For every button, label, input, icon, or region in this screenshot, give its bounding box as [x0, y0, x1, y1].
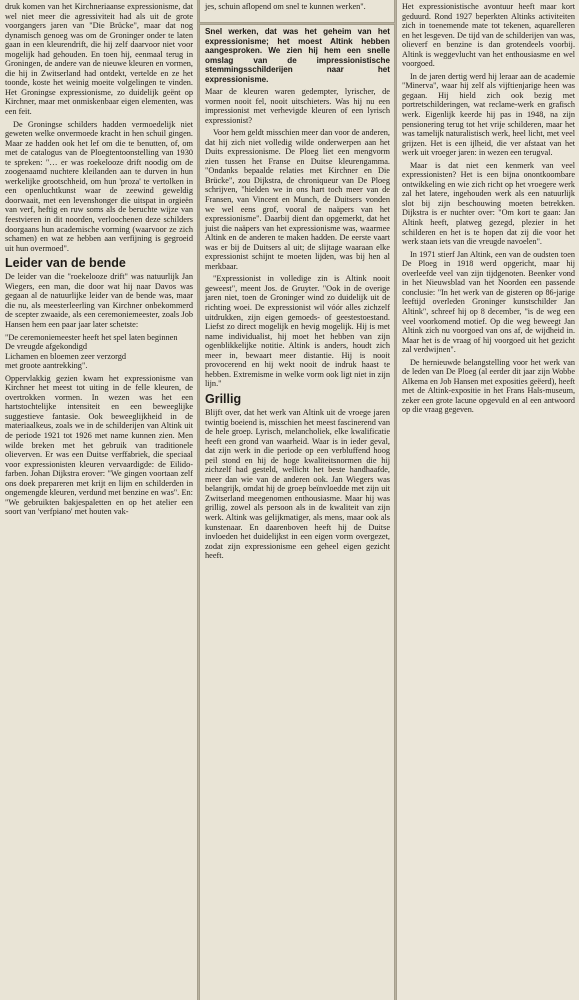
paragraph: druk komen van het Kirchneriaanse expressionisme, dat wel niet meer die agressiviteit had als uit de grote voorgangers jaren van "Die Brücke", maar dat nog dynamisch genoeg was om de Groninger onder te laten gaan in een kleurendrift, die hij zelf daarvoor niet voor mogelijk had gehouden. En toen hij, eenmaal terug in Groningen, de andere van de nieuwe kleuren en vormen, die hij in Zwitserland had ontdekt, vertelde en ze het toonde, koste het weinig moeite volgelingen te vinden. Het Groningse expressionisme, zo duidelijk geënt op Kirchner, maar met onmiskenbaar eigen elementen, was een feit. [5, 2, 193, 117]
poem-line: "De ceremoniemeester heeft het spel laten beginnen [5, 332, 178, 342]
poem-line: met groote aantrekking". [5, 361, 88, 371]
paragraph: Het expressionistische avontuur heeft maar kort geduurd. Rond 1927 beperkten Altinks activiteiten zich in toenemende mate tot tekenen, aquarelleren en het lesgeven. De tijd van de schilderijen van was, olieverf en benzine is dan grotendeels voorbij. Altink is weggevlucht van het enthousiasme en wel voorgoed. [402, 2, 575, 69]
paragraph: Maar is dat niet een kenmerk van veel expressionisten? Het is een bijna onontkoombare ontwikkeling en wie zich richt op het vroegere werk zal het latere, ingehouden werk als een natuurlijk slot bij zijn beschouwing moeten betrekken. Dijkstra is er nuchter over: "Om kort te gaan: Jan Altink heeft, platweg gezegd, plezier in het schilderen en het is te hopen dat zij die voor het werk staan iets van die vreugde navoelen". [402, 160, 575, 247]
poem [5, 333, 193, 371]
paragraph: De hernieuwde belangstelling voor het werk van de leden van De Ploeg (al eerder dit jaar zijn Wobbe Alkema en Job Hansen met exposities geëerd), heeft met de Altink-expositie in het Frans Hals-museum, zeker een grote lacune opgevuld en al een antwoord op die vraag gegeven. [402, 357, 575, 415]
paragraph: jes, schuin aflopend om snel te kunnen werken". [205, 2, 366, 11]
paragraph: "Expressionist in volledige zin is Altink nooit geweest", meent Jos. de Gruyter. "Ook in de overige jaren niet, toen de Groninger wind zo duidelijk uit de richting woei. De expressionist wil vóór alles zichzelf uitdrukken, zijn eigen gemoeds- of geestestoestand. Liefst zo direct mogelijk en hevig mogelijk. Hij is met name individualist, hij moet het hebben van zijn ogenblikkelijke notitie. Altink is anders, houdt zich meer in, bewaart meer distantie. Hij is nooit provocerend en hij wekt nooit de indruk haast te hebben. Extremisme in welke vorm ook ligt niet in zijn lijn." [205, 274, 390, 389]
paragraph: Maar de kleuren waren gedempter, lyrischer, de vormen nooit fel, nooit uitschieters. Was hij nu een impressionist met verhevigde kleuren of een lyrisch expressionist? [205, 87, 390, 125]
column-3 [397, 0, 579, 1000]
paragraph: Oppervlakkig gezien kwam het expressionisme van Kirchner het meest tot uiting in de felle kleuren, de overtrokken vormen. In wezen was het een hartstochtelijke intensiteit en een beweeglijke suggestieve fantasie. Ook beweeglijkheid in de materiaalkeus, zoals we in de schilderijen van Altink uit de periode 1921 tot 1926 met name kunnen zien. Men wilde breken met het gebruik van traditionele olieverven. Er was een Duitse verffabriek, die speciaal voor expressionisten kleuren vervaardigde: de Eilido-farben. Johan Dijkstra erover: "We gingen voortaan zelf ons doek prepareren met krijt en lijm en schilderden in ongemengde kleuren, verdund met benzine en was". En: "We gebruikten bakjespaletten en op het atelier een soort van 'verfpiano' met houten vak- [5, 373, 193, 517]
column-1 [0, 0, 197, 1000]
intro-bold-paragraph: Snel werken, dat was het geheim van het expressionisme; het moest Altink hebben aangesproken. We zien hij hem een snelle omslag van de impressionistische stemmingsschilderijen naar het expressionisme. [205, 27, 390, 84]
paragraph: De leider van die "roekelooze drift" was natuurlijk Jan Wiegers, een man, die door wat hij naar Davos was gegaan al de natuurlijke leider van de bende was, maar die nu, als meesterleerling van Kirchner onbekommerd de scepter zwaaide, als een ceremoniemeester, zoals Job Hansen hem een paar jaar later schetste: [5, 272, 193, 329]
paragraph: In 1971 stierf Jan Altink, een van de oudsten toen De Ploeg in 1918 werd opgericht, maar hij overleefde veel van zijn tijdgenoten. Beenker vond in het Nieuwsblad van het Noorden een passende conclusie: "In het werk van de gisteren op 86-jarige leeftijd overleden Groninger kunstschilder Jan Altink", schreef hij op 8 december, "is de weg een veel voorkomend motief. Op die weg beweegt Jan Altink zich nu voorgoed van ons af, de wijdheid in. Maar het is de vraag of hij voorgoed uit het gezicht zal verdwijnen". [402, 249, 575, 355]
paragraph: Voor hem geldt misschien meer dan voor de anderen, dat hij zich niet volledig wilde onderwerpen aan het Duits expressionisme. De Ploeg liet een mengvorm zien tussen het Franse en Duitse kleurengamma. "Ondanks bepaalde relaties met Kirchner en Die Brücke", zou Dijkstra, de chroniqueur van De Ploeg schrijven, "hielden we in ons hart toch meer van de Fransen, van Vincent en Munch, de Duitsers vonden we wel eens grof, vooral de naäpers van het expressionisme". Daarbij dient dan opgemerkt, dat het juist die naäpers van het expressionisme was, waarmee Altink en de anderen te maken hadden. De eerste vaart was er bij de Duitsers al uit; de slijtage waaraan elke expressionist schijnt te moeten lijden, was bij hen al merkbaar. [205, 128, 390, 271]
paragraph: Blijft over, dat het werk van Altink uit de vroege jaren twintig boeiend is, misschien het meest fascinerend van de hele groep. Lyrisch, melancholiek, elke kwalificatie heeft een grond van waarheid. Waar is in ieder geval, dat zijn werk in die periode op een verbluffend hoog peil stond en hij de hoge kwaliteitsnormen die hij zichzelf had gesteld, wellicht het beste handhaafde, meer dan wie van de anderen ook. Jan Wiegers was belangrijk, omdat hij de groep beïnvloedde met zijn uit Zwitserland meegenomen enthousiasme. Maar hij was grillig, zowel als persoon als in de kwaliteit van zijn werk. Altink was gelijkmatiger, als mens, maar ook als kunstenaar. En daarenboven heeft hij de Duitse invloeden het duidelijkst in een eigen vorm overgezet, zodat zijn expressionisme een geheel eigen gezicht heeft. [205, 407, 390, 561]
column-2-top-fragment [200, 0, 394, 22]
paragraph: In de jaren dertig werd hij leraar aan de academie "Minerva", waar hij zelf als vijftienjarige heen was gegaan. Hij hield zich ook bezig met portretschilderingen, wat reclame-werk en grafisch werk. Eigenlijk keerde hij pas in 1948, na zijn pensionering terug tot het vrije schilderen, maar het was tamelijk naturalistisch werk, heel licht, met veel grijzen. Het is een ijlheid, die ver afstaat van het werk uit vroeger jaren: in wezen een terugval. [402, 71, 575, 158]
paragraph: De Groningse schilders hadden vermoedelijk niet geweten welke onvermoede kracht in hen schuil gingen. Maar ze hadden ook het lef om die te benutten, of, om met de catalogus van de Ploegtentoonstelling van 1930 te spreken: "… er was roekelooze drift noodig om de zoogenaamd nuchtere kleilanden aan te durven in hun werkelijke grootschheid, om hun 'proza' te vertolken in een openluchtkunst waar de zeewind geweldig doorwaait, met een levenshonger die uitspat in orgieën van verf, heftig en ruw soms als de beruchte wijze van feestvieren in dit noorden, verloochenen deze schilders doorgaans hun academische vorming (waarvoor ze zich schamen) en wat ze hebben aan verfijning is gegroeid uit hun overmoed". [5, 119, 193, 253]
column-2 [200, 25, 394, 1000]
subheading-leider: Leider van de bende [5, 256, 126, 271]
poem-line: De vreugde afgekondigd [5, 342, 88, 352]
subheading-grillig: Grillig [205, 391, 242, 406]
poem-line: Lichamen en bloemen zeer verzorgd [5, 351, 127, 361]
